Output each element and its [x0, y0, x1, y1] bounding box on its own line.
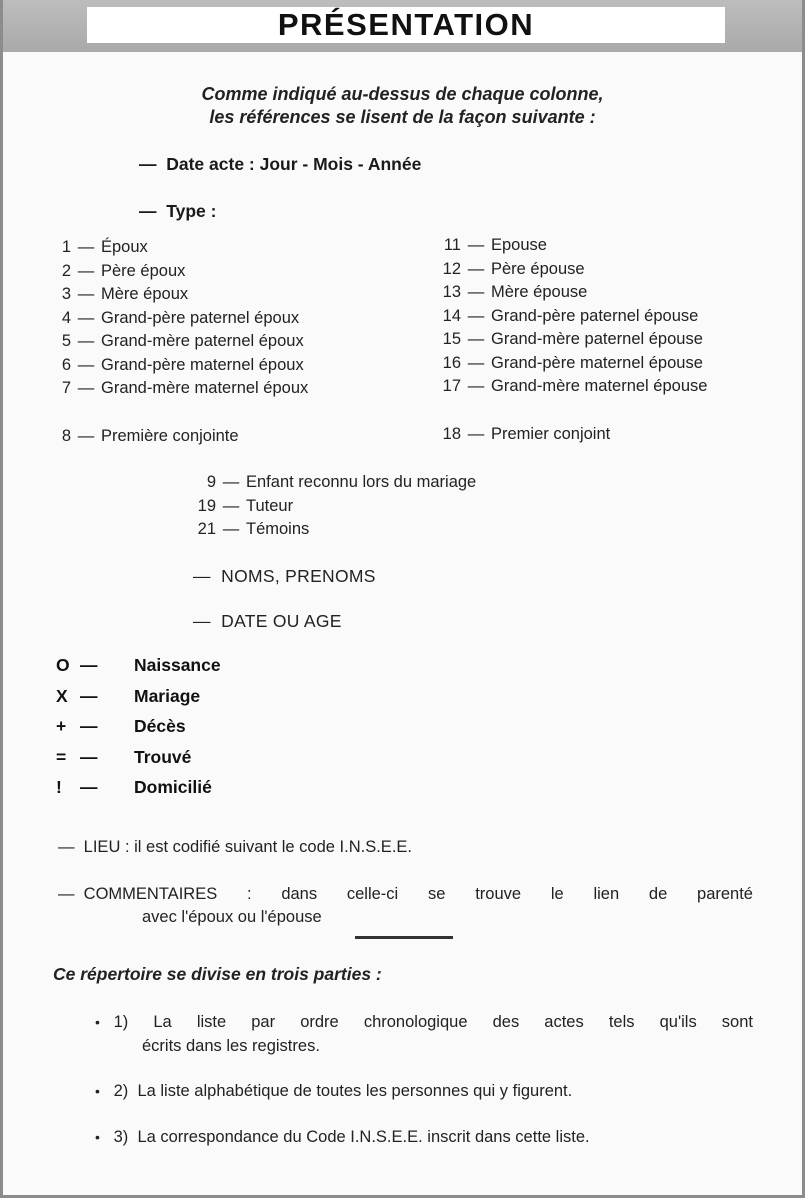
dash: —	[77, 238, 95, 256]
symbol-glyph: =	[56, 746, 67, 767]
type-label: Grand-mère maternel épouse	[491, 377, 708, 395]
date-age-line	[193, 611, 342, 632]
part-number: 3)	[113, 1128, 129, 1146]
type-item	[426, 377, 707, 401]
lieu-line	[58, 838, 412, 857]
dash: —	[139, 154, 157, 174]
dash: —	[139, 201, 157, 221]
type-label: Mère épouse	[491, 283, 588, 301]
page-title: PRÉSENTATION	[277, 7, 535, 42]
word: trouve	[475, 885, 522, 903]
word: le	[550, 885, 564, 903]
type-number: 12	[442, 259, 461, 278]
part-1-line-2: écrits dans les registres.	[142, 1037, 320, 1055]
type-label: Grand-mère paternel époux	[101, 332, 304, 350]
commentaires-label: COMMENTAIRES	[83, 885, 218, 903]
dash: —	[80, 655, 98, 675]
dash: —	[467, 377, 485, 395]
commentaires-head	[58, 885, 217, 904]
type-item	[47, 356, 308, 380]
type-label: Époux	[101, 238, 148, 256]
dash: —	[467, 306, 485, 325]
word: chronologique	[363, 1013, 468, 1031]
type-item	[47, 238, 308, 262]
symbol-item	[56, 655, 221, 686]
type-number: 6	[61, 355, 71, 374]
type-label: Epouse	[491, 236, 547, 254]
dash: —	[467, 425, 485, 443]
date-acte-text: Date acte : Jour - Mois - Année	[166, 154, 422, 174]
lieu-text: LIEU : il est codifié suivant le code I.N.S.E.E.	[83, 838, 412, 856]
type-item	[426, 260, 707, 284]
word: liste	[196, 1013, 227, 1031]
bullet-icon: •	[95, 1083, 100, 1099]
word: de	[648, 885, 668, 903]
bullet-icon: •	[95, 1129, 100, 1145]
part-1-line-1	[95, 1013, 753, 1032]
type-item	[426, 236, 707, 260]
part-3	[95, 1128, 590, 1147]
dash: —	[77, 285, 95, 303]
title-band	[3, 0, 802, 52]
part-text: La correspondance du Code I.N.S.E.E. inscrit dans cette liste.	[137, 1128, 590, 1146]
dash: —	[467, 330, 485, 348]
word: par	[251, 1013, 276, 1031]
type-heading	[139, 201, 216, 222]
dash: —	[77, 308, 95, 327]
type-label: Grand-mère paternel épouse	[491, 330, 703, 348]
type-number: 13	[442, 283, 461, 301]
symbol-glyph: +	[56, 716, 67, 736]
part-number: 2)	[113, 1082, 129, 1100]
type-item	[47, 332, 308, 356]
dash: —	[77, 379, 95, 397]
types-left-list	[47, 238, 308, 403]
symbol-label: Mariage	[134, 685, 201, 706]
type-label: Grand-mère maternel époux	[101, 379, 309, 397]
dash: —	[467, 259, 485, 278]
intro-line-2: les références se lisent de la façon suivante :	[209, 107, 596, 127]
type-number: 15	[442, 330, 461, 348]
type-number: 1	[61, 238, 71, 256]
type-item	[426, 330, 707, 354]
date-ou-age-text: DATE OU AGE	[221, 611, 342, 631]
type-item-18	[426, 425, 610, 444]
commentaires-line-1	[58, 885, 753, 904]
part-2	[95, 1082, 572, 1101]
commentaires-line-2: avec l'époux ou l'épouse	[142, 908, 322, 926]
symbols-list	[56, 655, 221, 808]
symbol-item	[56, 747, 221, 778]
dash: —	[193, 611, 211, 631]
type-item-8	[47, 427, 239, 446]
word: La	[153, 1013, 172, 1031]
type-number: 9	[206, 473, 216, 491]
symbol-glyph: !	[56, 777, 62, 797]
dash: —	[222, 473, 240, 491]
types-right-list	[426, 236, 707, 401]
type-label: Témoins	[246, 520, 310, 538]
word: celle-ci	[346, 885, 399, 903]
type-label: Père époux	[101, 261, 186, 280]
dash: —	[80, 777, 98, 797]
type-number: 2	[61, 261, 71, 280]
bullet-icon: •	[95, 1014, 100, 1030]
noms-line	[193, 566, 376, 587]
type-label: Type :	[166, 201, 217, 221]
type-item	[181, 497, 476, 521]
type-label: Grand-père paternel épouse	[491, 306, 699, 325]
type-number: 17	[442, 377, 461, 395]
dash: —	[80, 716, 98, 736]
dash: —	[467, 236, 485, 254]
type-label: Grand-père maternel épouse	[491, 353, 703, 372]
type-number: 14	[442, 306, 461, 325]
type-item	[47, 285, 308, 309]
word: sont	[721, 1013, 753, 1031]
dash: —	[467, 283, 485, 301]
symbol-item	[56, 777, 221, 808]
word: lien	[593, 885, 620, 903]
dash: —	[77, 332, 95, 350]
symbol-glyph: X	[56, 685, 68, 706]
dash: —	[222, 520, 240, 538]
intro-line-1: Comme indiqué au-dessus de chaque colonne,	[201, 84, 604, 104]
part-text: La liste alphabétique de toutes les personnes qui y figurent.	[137, 1082, 573, 1100]
type-number: 21	[197, 520, 216, 538]
type-label: Tuteur	[246, 496, 294, 515]
word: qu'ils	[659, 1013, 697, 1031]
symbol-glyph: O	[56, 655, 70, 675]
type-item	[47, 379, 308, 403]
dash: —	[77, 355, 95, 374]
word: parenté	[697, 885, 753, 903]
title-box	[87, 7, 725, 43]
type-number: 16	[442, 353, 461, 372]
type-number: 11	[443, 236, 461, 254]
dash: —	[58, 885, 75, 903]
type-label: Première conjointe	[101, 427, 239, 445]
type-label: Père épouse	[491, 259, 585, 278]
type-number: 7	[61, 379, 71, 397]
symbol-label: Domicilié	[134, 777, 212, 797]
word: tels	[608, 1013, 635, 1031]
noms-prenoms-text: NOMS, PRENOMS	[221, 566, 376, 586]
type-number: 8	[61, 427, 71, 445]
word: actes	[544, 1013, 584, 1031]
type-item	[181, 473, 476, 497]
word: dans	[281, 885, 318, 903]
dash: —	[77, 427, 95, 445]
type-item	[426, 283, 707, 307]
word: des	[492, 1013, 520, 1031]
symbol-label: Décès	[134, 716, 186, 736]
symbol-label: Naissance	[134, 655, 221, 675]
part-1-lead	[95, 1013, 128, 1032]
dash: —	[467, 353, 485, 372]
type-label: Grand-père maternel époux	[101, 355, 304, 374]
type-number: 19	[197, 496, 216, 515]
dash: —	[193, 566, 211, 586]
type-label: Premier conjoint	[491, 425, 611, 443]
dash: —	[80, 685, 98, 706]
word: :	[246, 885, 252, 903]
dash: —	[80, 746, 98, 767]
type-number: 5	[61, 332, 71, 350]
dash: —	[77, 261, 95, 280]
dash: —	[58, 838, 75, 856]
types-center-list	[181, 473, 476, 544]
word: ordre	[300, 1013, 339, 1031]
type-label: Mère époux	[101, 285, 189, 303]
type-item	[47, 309, 308, 333]
type-number: 4	[61, 308, 71, 327]
symbol-item	[56, 686, 221, 717]
symbol-label: Trouvé	[134, 746, 192, 767]
type-label: Enfant reconnu lors du mariage	[246, 473, 477, 491]
type-item	[426, 354, 707, 378]
type-item	[181, 520, 476, 544]
type-number: 3	[61, 285, 71, 303]
type-item	[47, 262, 308, 286]
part-number: 1)	[113, 1013, 129, 1031]
type-label: Grand-père paternel époux	[101, 308, 300, 327]
dash: —	[222, 496, 240, 515]
section-divider	[355, 936, 453, 939]
symbol-item	[56, 716, 221, 747]
word: se	[428, 885, 446, 903]
type-number: 18	[442, 425, 461, 443]
parts-heading: Ce répertoire se divise en trois parties :	[53, 964, 382, 984]
type-item	[426, 307, 707, 331]
date-acte-line	[139, 154, 421, 175]
